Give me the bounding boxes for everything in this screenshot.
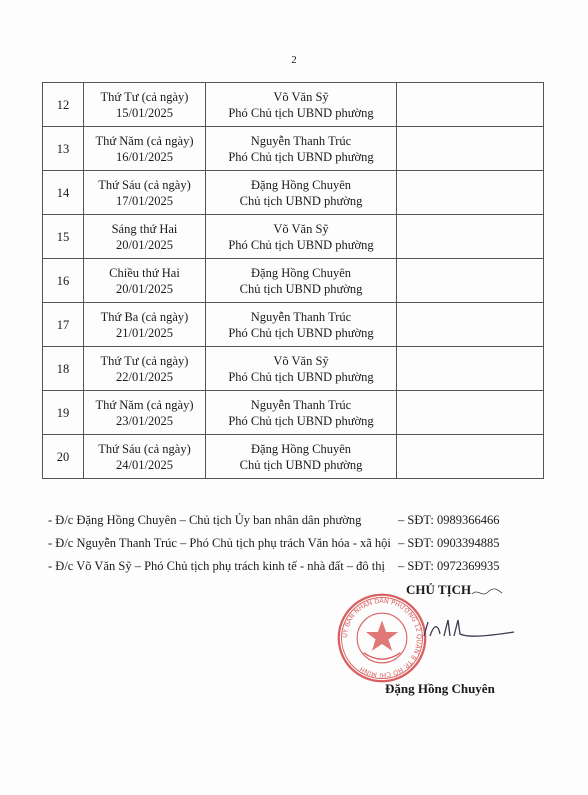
contact-description: - Đ/c Đặng Hồng Chuyên – Chủ tịch Ủy ban nhân dân phường <box>48 513 362 527</box>
person-name: Võ Văn Sỹ <box>273 221 329 236</box>
note-cell <box>397 259 544 303</box>
person-position: Phó Chủ tịch UBND phường <box>228 149 374 164</box>
person-position: Phó Chủ tịch UBND phường <box>228 413 374 428</box>
person-position: Phó Chủ tịch UBND phường <box>228 325 374 340</box>
note-cell <box>397 391 544 435</box>
note-cell <box>397 171 544 215</box>
contact-list <box>48 512 508 581</box>
note-cell <box>397 127 544 171</box>
person-name: Nguyễn Thanh Trúc <box>250 309 352 324</box>
date-cell <box>84 435 206 479</box>
person-position: Phó Chủ tịch UBND phường <box>228 237 374 252</box>
day-label: Sáng thứ Hai <box>111 221 178 236</box>
person-cell <box>206 215 397 259</box>
person-name: Đặng Hồng Chuyên <box>251 441 351 456</box>
date-label: 21/01/2025 <box>116 325 173 340</box>
date-cell <box>84 127 206 171</box>
person-cell <box>206 127 397 171</box>
date-cell <box>84 347 206 391</box>
person-cell <box>206 83 397 127</box>
person-cell <box>206 171 397 215</box>
day-label: Thứ Năm (cả ngày) <box>95 133 194 148</box>
date-label: 20/01/2025 <box>116 237 173 252</box>
schedule-body <box>43 83 544 479</box>
date-label: 20/01/2025 <box>116 281 173 296</box>
signer-title: CHỦ TỊCH <box>406 582 472 597</box>
day-label: Thứ Sáu (cả ngày) <box>98 177 191 192</box>
table-row <box>43 171 544 215</box>
table-row <box>43 215 544 259</box>
person-cell <box>206 303 397 347</box>
seal-text: ỦY BAN NHÂN DÂN PHƯỜNG 12 QUẬN 8 TP. HỒ CHÍ MINH <box>340 597 424 680</box>
row-number: 17 <box>43 303 84 347</box>
date-cell <box>84 259 206 303</box>
note-cell <box>397 347 544 391</box>
schedule-table <box>42 82 544 479</box>
person-name: Nguyễn Thanh Trúc <box>250 397 352 412</box>
contact-row <box>48 535 508 558</box>
contact-phone: – SĐT: 0903394885 <box>398 536 500 550</box>
person-name: Đặng Hồng Chuyên <box>251 265 351 280</box>
person-position: Phó Chủ tịch UBND phường <box>228 105 374 120</box>
contact-description: - Đ/c Nguyễn Thanh Trúc – Phó Chủ tịch phụ trách Văn hóa - xã hội <box>48 536 391 550</box>
table-row <box>43 347 544 391</box>
person-name: Võ Văn Sỹ <box>273 89 329 104</box>
table-row <box>43 303 544 347</box>
person-position: Phó Chủ tịch UBND phường <box>228 369 374 384</box>
day-label: Thứ Ba (cả ngày) <box>100 309 189 324</box>
day-label: Thứ Năm (cả ngày) <box>95 397 194 412</box>
row-number: 19 <box>43 391 84 435</box>
date-label: 17/01/2025 <box>116 193 173 208</box>
person-position: Chủ tịch UBND phường <box>239 281 363 296</box>
table-row <box>43 391 544 435</box>
date-cell <box>84 303 206 347</box>
person-cell <box>206 347 397 391</box>
note-cell <box>397 83 544 127</box>
person-cell <box>206 435 397 479</box>
person-name: Võ Văn Sỹ <box>273 353 329 368</box>
person-cell <box>206 259 397 303</box>
signature <box>418 614 518 650</box>
date-cell <box>84 171 206 215</box>
row-number: 14 <box>43 171 84 215</box>
contact-description: - Đ/c Võ Văn Sỹ – Phó Chủ tịch phụ trách kinh tế - nhà đất – đô thị <box>48 559 385 573</box>
signer-name: Đặng Hồng Chuyên <box>385 681 495 696</box>
date-cell <box>84 215 206 259</box>
initial-mark <box>470 584 504 600</box>
row-number: 20 <box>43 435 84 479</box>
row-number: 15 <box>43 215 84 259</box>
table-row <box>43 435 544 479</box>
date-label: 23/01/2025 <box>116 413 173 428</box>
row-number: 12 <box>43 83 84 127</box>
row-number: 18 <box>43 347 84 391</box>
person-position: Chủ tịch UBND phường <box>239 457 363 472</box>
date-label: 22/01/2025 <box>116 369 173 384</box>
contact-phone: – SĐT: 0989366466 <box>398 513 500 527</box>
date-cell <box>84 391 206 435</box>
date-label: 15/01/2025 <box>116 105 173 120</box>
table-row <box>43 127 544 171</box>
table-row <box>43 83 544 127</box>
person-name: Đặng Hồng Chuyên <box>251 177 351 192</box>
day-label: Thứ Tư (cả ngày) <box>100 353 189 368</box>
day-label: Thứ Tư (cả ngày) <box>100 89 189 104</box>
row-number: 16 <box>43 259 84 303</box>
contact-row <box>48 512 508 535</box>
date-label: 24/01/2025 <box>116 457 173 472</box>
row-number: 13 <box>43 127 84 171</box>
contact-phone: – SĐT: 0972369935 <box>398 559 500 573</box>
date-label: 16/01/2025 <box>116 149 173 164</box>
page-number: 2 <box>291 54 297 66</box>
official-seal <box>336 592 428 684</box>
date-cell <box>84 83 206 127</box>
table-row <box>43 259 544 303</box>
note-cell <box>397 215 544 259</box>
person-name: Nguyễn Thanh Trúc <box>250 133 352 148</box>
day-label: Chiều thứ Hai <box>109 265 180 280</box>
note-cell <box>397 435 544 479</box>
person-cell <box>206 391 397 435</box>
note-cell <box>397 303 544 347</box>
day-label: Thứ Sáu (cả ngày) <box>98 441 191 456</box>
contact-row <box>48 558 508 581</box>
person-position: Chủ tịch UBND phường <box>239 193 363 208</box>
